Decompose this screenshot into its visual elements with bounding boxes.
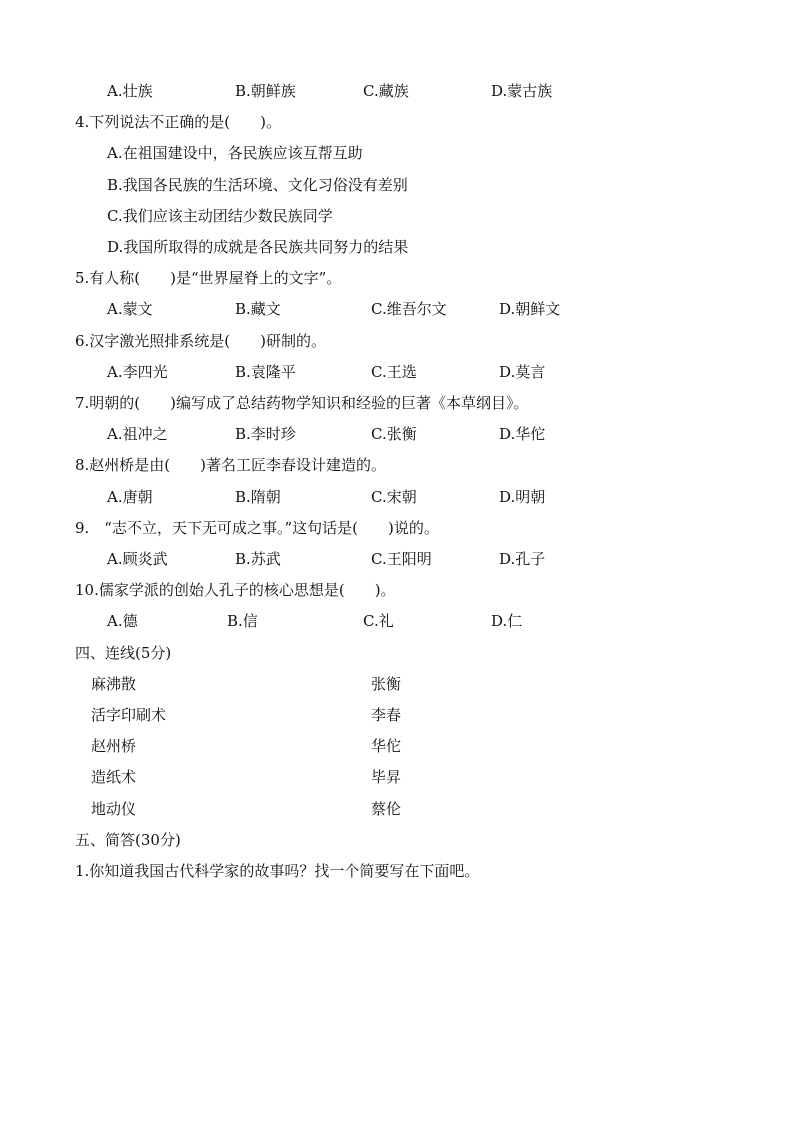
option-a: A.唐朝 (107, 488, 153, 506)
option-a: A.蒙文 (107, 300, 153, 318)
option-b: B.隋朝 (235, 488, 281, 506)
option-text: A.在祖国建设中，各民族应该互帮互助 (107, 144, 363, 162)
option-a: A.李四光 (107, 363, 168, 381)
option-a: A.祖冲之 (107, 425, 168, 443)
option-d: D.莫言 (499, 363, 546, 381)
option-text: B.我国各民族的生活环境、文化习俗没有差别 (107, 176, 408, 194)
question-stem: 7.明朝的( )编写成了总结药物学知识和经验的巨著《本草纲目》。 (75, 394, 529, 412)
question-stem: 10.儒家学派的创始人孔子的核心思想是( )。 (75, 581, 396, 599)
option-c: C.礼 (363, 612, 394, 630)
match-left-item: 造纸术 (91, 768, 137, 786)
match-left-item: 麻沸散 (91, 675, 137, 693)
match-right-item: 张衡 (371, 675, 402, 693)
match-right-item: 华佗 (371, 737, 402, 755)
option-c: C.王阳明 (371, 550, 432, 568)
option-b: B.苏武 (235, 550, 281, 568)
option-b: B.袁隆平 (235, 363, 296, 381)
option-d: D.明朝 (499, 488, 546, 506)
match-right-item: 毕昇 (371, 768, 402, 786)
option-c: C.维吾尔文 (371, 300, 447, 318)
match-left-item: 地动仪 (91, 800, 137, 818)
option-d: D.华佗 (499, 425, 546, 443)
match-left-item: 赵州桥 (91, 737, 137, 755)
option-b: B.藏文 (235, 300, 281, 318)
option-b: B.朝鲜族 (235, 82, 296, 100)
option-c: C.宋朝 (371, 488, 417, 506)
option-b: B.李时珍 (235, 425, 296, 443)
section-title: 五、简答(30分) (75, 831, 181, 849)
option-text: C.我们应该主动团结少数民族同学 (107, 207, 333, 225)
option-b: B.信 (227, 612, 258, 630)
match-right-item: 蔡伦 (371, 800, 402, 818)
option-d: D.蒙古族 (491, 82, 553, 100)
option-d: D.仁 (491, 612, 523, 630)
option-d: D.朝鲜文 (499, 300, 561, 318)
option-a: A.德 (107, 612, 138, 630)
option-c: C.张衡 (371, 425, 417, 443)
section-title: 四、连线(5分) (75, 644, 172, 662)
question-stem: 8.赵州桥是由( )著名工匠李春设计建造的。 (75, 456, 387, 474)
question-stem: 9. “志不立，天下无可成之事。”这句话是( )说的。 (75, 519, 439, 537)
match-left-item: 活字印刷术 (91, 706, 167, 724)
option-d: D.孔子 (499, 550, 546, 568)
option-c: C.王选 (371, 363, 417, 381)
question-stem: 6.汉字激光照排系统是( )研制的。 (75, 332, 327, 350)
option-c: C.藏族 (363, 82, 409, 100)
match-right-item: 李春 (371, 706, 402, 724)
question-stem: 1.你知道我国古代科学家的故事吗？找一个简要写在下面吧。 (75, 862, 480, 880)
question-stem: 4.下列说法不正确的是( )。 (75, 113, 282, 131)
option-text: D.我国所取得的成就是各民族共同努力的结果 (107, 238, 409, 256)
option-a: A.顾炎武 (107, 550, 168, 568)
option-a: A.壮族 (107, 82, 153, 100)
question-stem: 5.有人称( )是“世界屋脊上的文字”。 (75, 269, 342, 287)
